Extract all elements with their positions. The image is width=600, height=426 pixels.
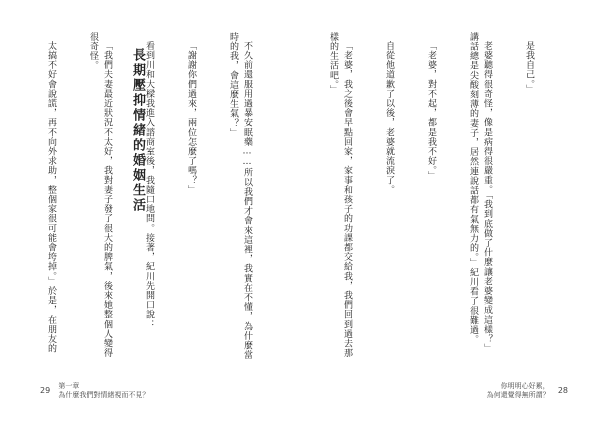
chapter-label: 第一章 xyxy=(58,382,80,390)
paragraph: 老婆聽得很奇怪，像是病得很嚴重。「我到底做了什麼讓老婆變成這樣？」講話總是尖酸刻薄的妻子，居然連說話都有氣無力的。」紀川看了很難過。 xyxy=(468,32,492,354)
running-footer xyxy=(487,382,550,400)
paragraph: 「老婆，我之後會早點回家，家事和孩子的功課都交給我，我們回到過去那樣的生活吧。」 xyxy=(328,32,352,358)
right-page-body xyxy=(326,32,564,362)
left-page-footer xyxy=(34,382,149,400)
paragraph: 看到川和大樑我進入諮商室後，我隨口地問。接著，紀川先開口說： xyxy=(144,41,154,329)
paragraph: 「我們夫妻最近狀況不太好，我對妻子發了很大的脾氣，後來她整個人變得很奇怪。 xyxy=(88,32,112,358)
paragraph: 太搞不好會說謊，再不向外求助，整個家很可能會垮掉。」於是，在朋友的 xyxy=(46,41,56,354)
chapter-title: 為什麼我們對情緒視而不見？ xyxy=(58,391,150,399)
paragraph: 是我自己。」 xyxy=(524,41,534,95)
book-title-line2: 為何還覺得無所謂？ xyxy=(486,391,550,399)
running-footer xyxy=(58,382,149,400)
paragraph: 「老婆，對不起，都是我不好。」 xyxy=(426,41,436,181)
paragraph: 不久前還服用過暴安眠藥……所以我們才會來這裡，我實在不懂，為什麼當時的我，會這麼生氣？」 xyxy=(228,32,252,360)
right-page-footer xyxy=(487,382,574,400)
paragraph: 自從他道歉了以後，老婆就流淚了。 xyxy=(384,41,394,195)
left-page-body xyxy=(44,32,282,362)
page-number: 28 xyxy=(557,386,568,395)
paragraph: 「謝謝你們過來，兩位怎麼了嗎？」 xyxy=(186,41,196,195)
right-page xyxy=(300,0,600,426)
section-heading: 長期壓抑情緒的婚姻生活 xyxy=(130,48,145,213)
page-number: 29 xyxy=(40,386,51,395)
book-title-line1: 你明明心好累， xyxy=(500,382,550,390)
